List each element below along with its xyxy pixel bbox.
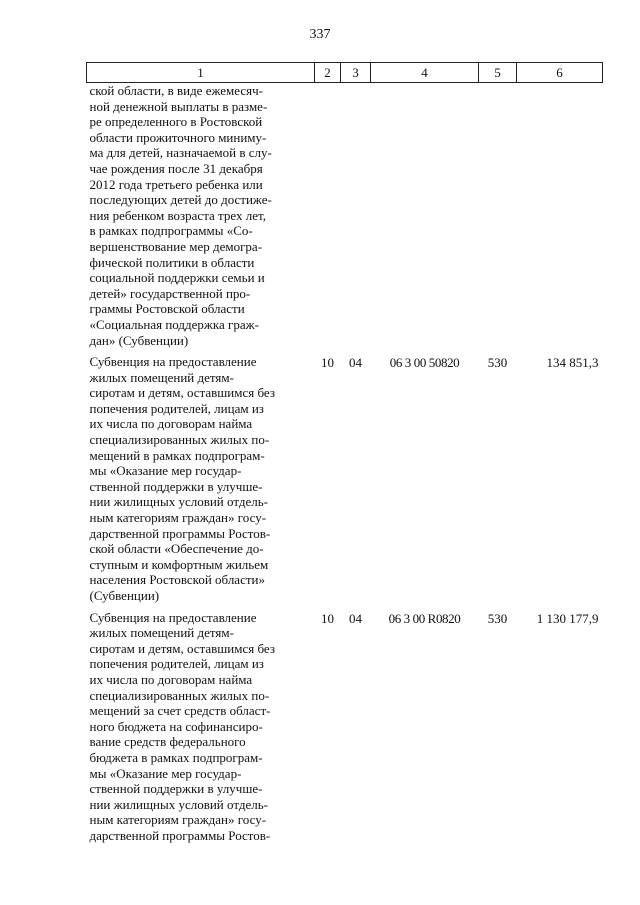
column-header-6: 6 (517, 63, 603, 83)
row-target-article: 06 3 00 50820 (389, 355, 460, 371)
table-row (87, 354, 603, 610)
table-row (87, 610, 603, 850)
page-number: 337 (309, 27, 331, 42)
header-row (87, 63, 603, 83)
row-expense-type: 530 (487, 610, 508, 626)
row-amount (517, 83, 603, 355)
row-subsection: 04 (349, 610, 362, 626)
row-section: 10 (321, 610, 334, 626)
row-target-article: 06 3 00 R0820 (388, 610, 461, 626)
row-subsection (341, 83, 371, 355)
column-header-5: 5 (479, 63, 517, 83)
table-row (87, 83, 603, 355)
row-expense-type: 530 (487, 355, 508, 371)
row-section: 10 (321, 355, 334, 371)
row-description: Субвенция на предоставление жилых помещений детям- сиротам и детям, оставшимся без попечения родителей, лицам из их числа по договорам найма специализированных жилых по- мещений в рамках подпрограм- мы «Оказание мер государ- ственной поддержки в улучше- нии жилищных условий отдель- ным категориям граждан» госу- дарственной программы Ростов- ской области «Обеспечение до- ступным и комфортным жильем населения Ростовской области» (Субвенции) (89, 354, 275, 603)
table-header (87, 63, 603, 83)
row-target-article (371, 83, 479, 355)
row-expense-type (479, 83, 517, 355)
row-description: Субвенция на предоставление жилых помещений детям- сиротам и детям, оставшимся без попечения родителей, лицам из их числа по договорам найма специализированных жилых по- мещений за счет средств област- ного бюджета на софинансиро- вание средств федерального бюджета в рамках подпрограм- мы «Оказание мер государ- ственной поддержки в улучше- нии жилищных условий отдель- ным категориям граждан» госу- дарственной программы Ростов- (89, 609, 275, 843)
column-header-2: 2 (315, 63, 341, 83)
column-header-3: 3 (341, 63, 371, 83)
budget-table (86, 62, 603, 850)
row-description: ской области, в виде ежемесяч- ной денежной выплаты в разме- ре определенного в Ростовской области прожиточного миниму- ма для детей, назначаемой в слу- чае рождения после 31 декабря 2012 года третьего ребенка или последующих детей до достиже- ния ребенком возраста трех лет, в рамках подпрограммы «Со- вершенствование мер демогра- фической политики в области социальной поддержки семьи и детей» государственной про- граммы Ростовской области «Социальная поддержка граж- дан» (Субвенции) (89, 83, 272, 348)
column-header-4: 4 (371, 63, 479, 83)
row-amount: 1 130 177,9 (536, 610, 599, 626)
column-header-1: 1 (87, 63, 315, 83)
table-body (87, 83, 603, 850)
row-amount: 134 851,3 (546, 355, 599, 371)
row-section (315, 83, 341, 355)
row-subsection: 04 (349, 355, 362, 371)
